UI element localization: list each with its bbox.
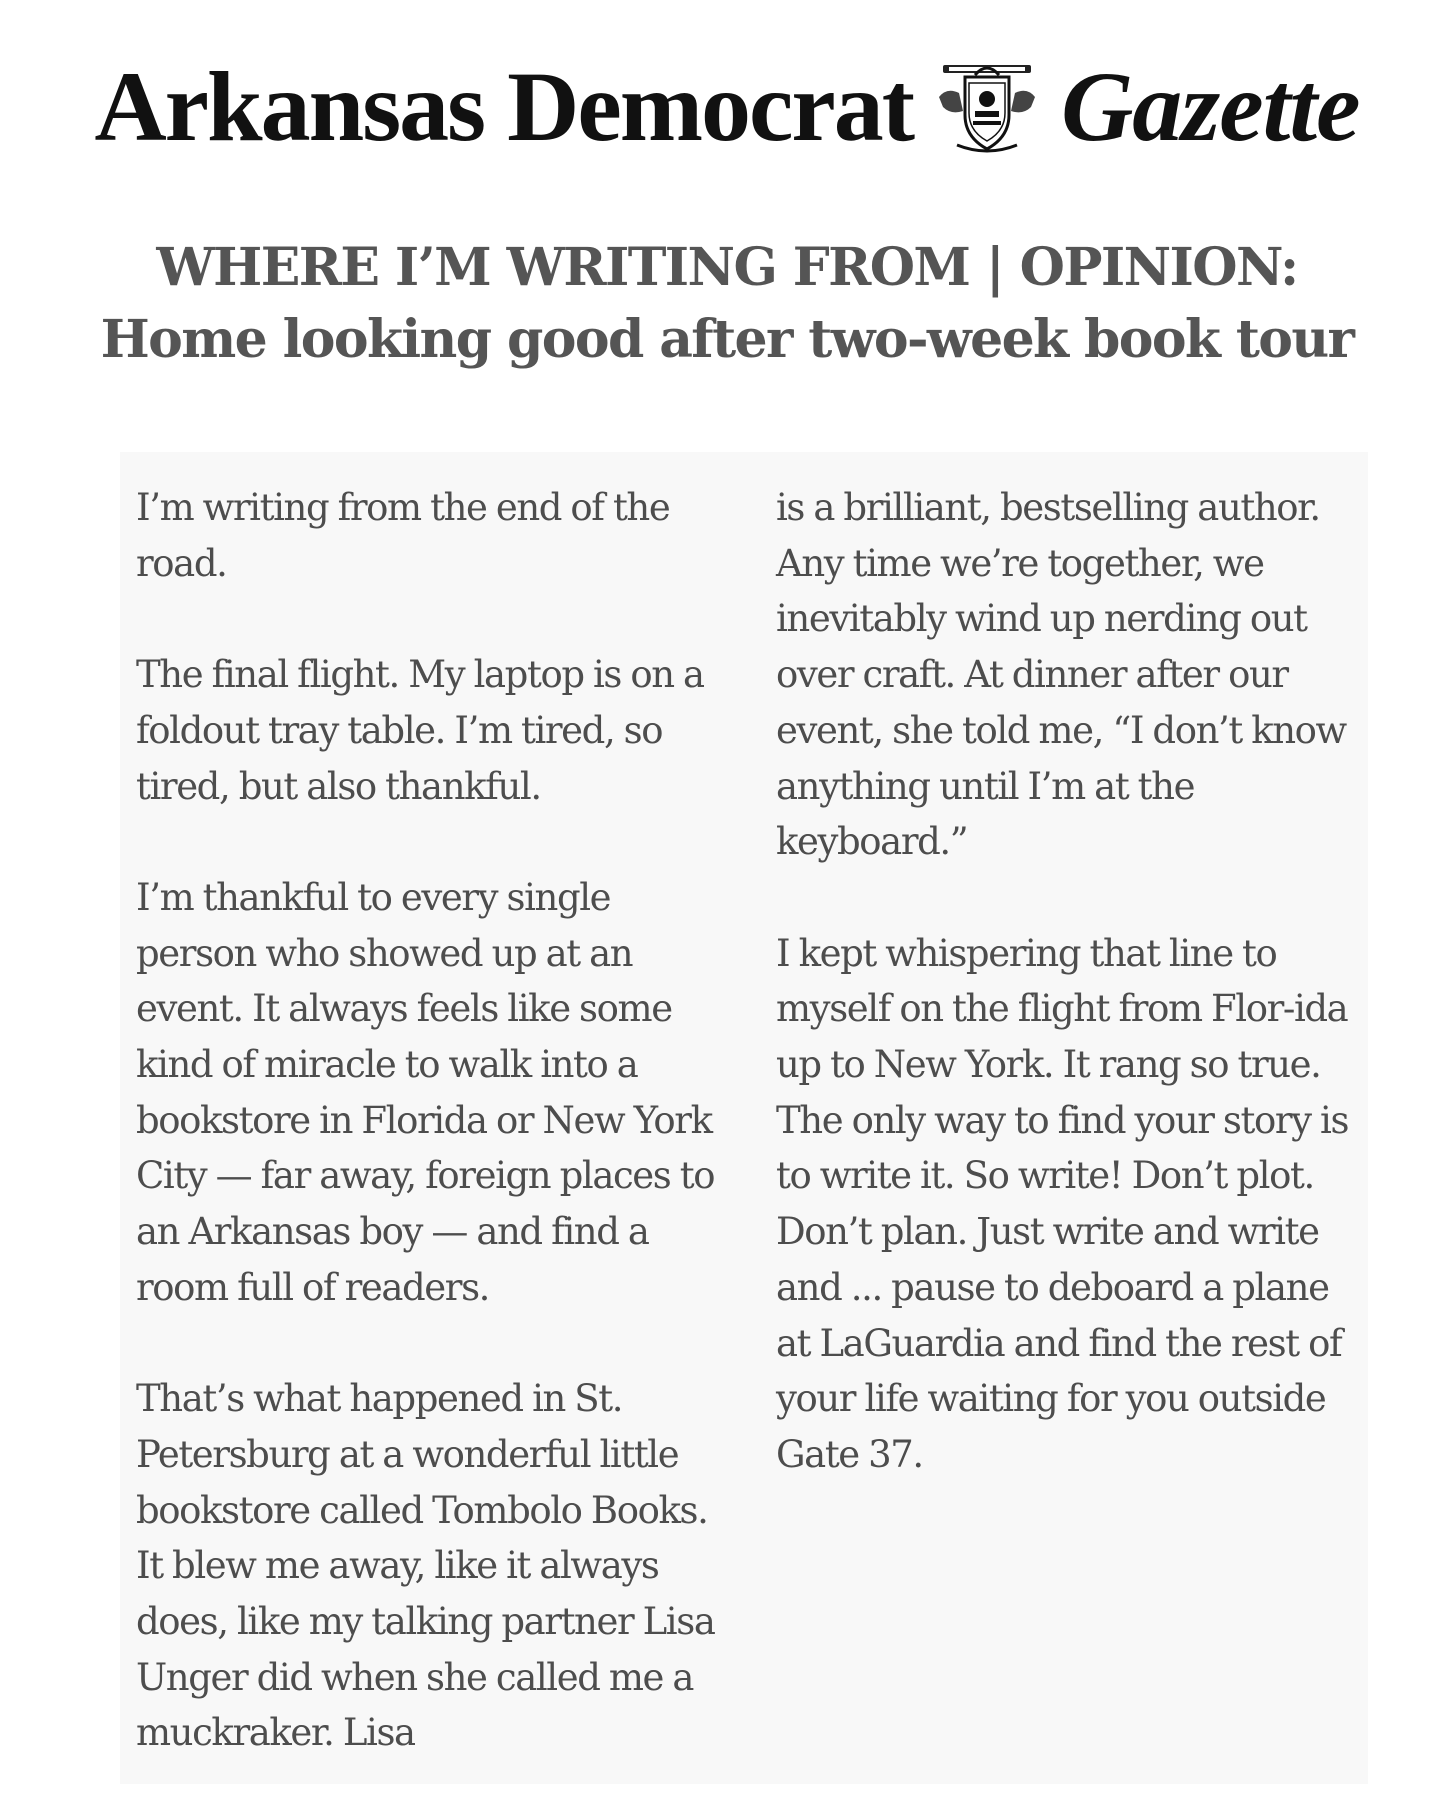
masthead-title-part1: Arkansas Democrat bbox=[94, 51, 914, 162]
paragraph: That’s what happened in St. Petersburg at a wonderful little bookstore called Tombolo Books. It blew me away, like it always does, like my talking partner Lisa Unger did when she called me a muckraker. Lisa bbox=[136, 1377, 715, 1755]
article-column-right bbox=[776, 480, 1356, 1538]
paragraph: I’m writing from the end of the road. bbox=[136, 486, 670, 585]
paragraph: The final flight. My laptop is on a foldout tray table. I’m tired, so tired, but also thankful. bbox=[136, 653, 704, 808]
article-column-left bbox=[136, 480, 716, 1817]
state-seal-icon bbox=[935, 57, 1039, 157]
article-headline bbox=[100, 232, 1354, 376]
masthead-title-part2: Gazette bbox=[1061, 51, 1360, 162]
article-body bbox=[120, 452, 1368, 1784]
paragraph: I’m thankful to every single person who showed up at an event. It always feels like some kind of miracle to walk into a bookstore in Florida or New York City — far away, foreign places to an Arkansas boy — and find a room full of readers. bbox=[136, 875, 715, 1309]
masthead bbox=[0, 52, 1454, 162]
headline-title: Home looking good after two-week book tour bbox=[100, 309, 1354, 370]
headline-kicker: WHERE I’M WRITING FROM | OPINION: bbox=[156, 237, 1298, 298]
paragraph: I kept whispering that line to myself on the flight from Flor-ida up to New York. It rang so true. The only way to find your story is to write it. So write! Don’t plot. Don’t plan. Just write and write and ... pause to deboard a plane at LaGuardia and find the rest of your life waiting for you outside Gate 37. bbox=[776, 931, 1349, 1476]
paragraph: is a brilliant, bestselling author. Any time we’re together, we inevitably wind up nerding out over craft. At dinner after our event, she told me, “I don’t know anything until I’m at the keyboard.” bbox=[776, 486, 1346, 864]
